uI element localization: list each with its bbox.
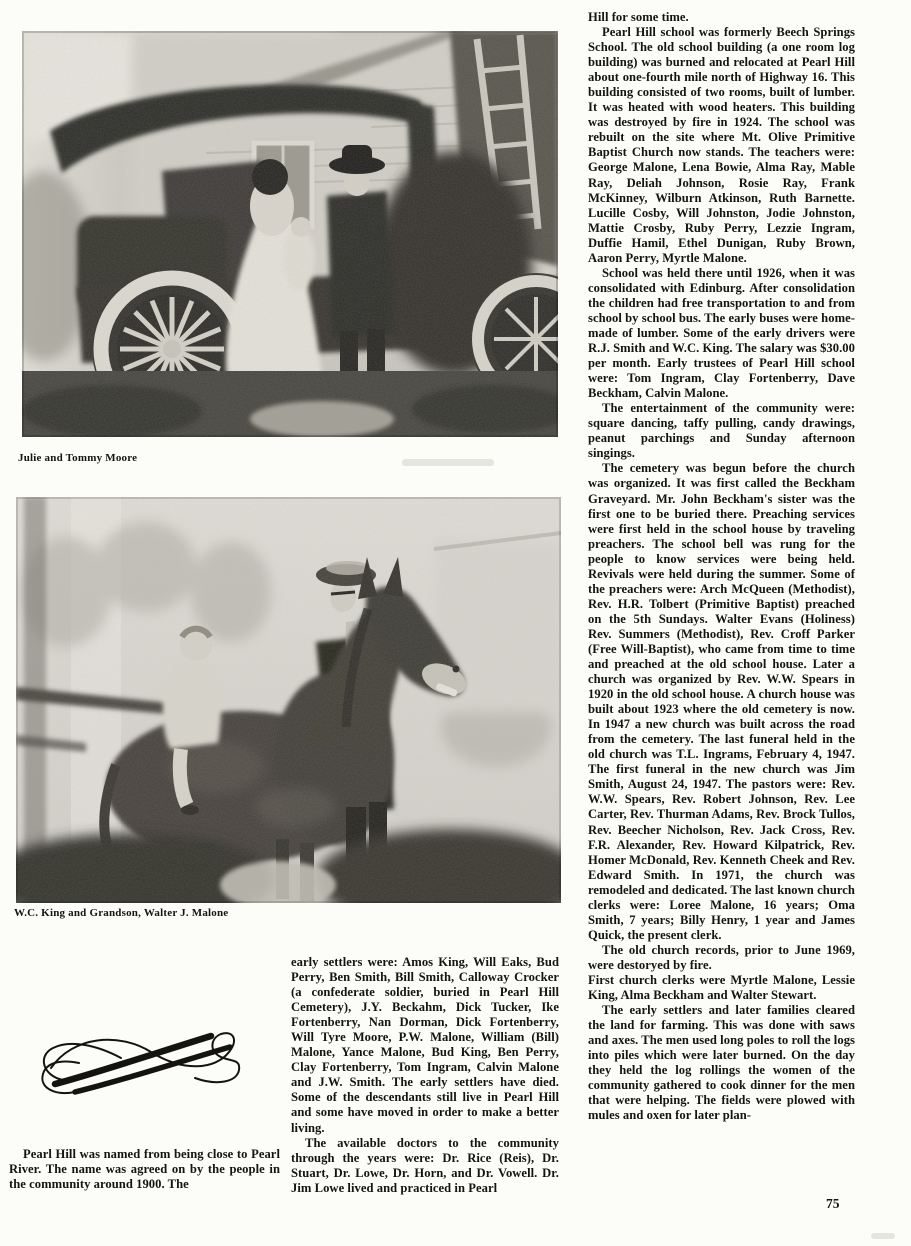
mule-illustration [16,497,561,903]
flourish-icon [33,1018,248,1110]
paragraph: School was held there until 1926, when it was consolidated with Edinburg. After consolidation the children had free transportation to and from school by school bus. The early buses were home-made of lumber. Some of the early drivers were R.J. Smith and W.C. King. The salary was $30.00 per month. Early trustees of Pearl Hill school were: Tom Ingram, Clay Fortenberry, Dave Beckham, Calvin Malone. [588,265,855,401]
text-column-right [588,10,855,1123]
paragraph: First church clerks were Myrtle Malone, Lessie King, Alma Beckham and Walter Stewart. [588,973,855,1003]
paragraph: Pearl Hill was named from being close to Pearl River. The name was agreed on by the people in the community around 1900. The [9,1147,280,1192]
scan-smudge [402,459,494,466]
scan-smudge [871,1233,895,1239]
paragraph: Hill for some time. [588,10,689,24]
paragraph: Pearl Hill school was formerly Beech Springs School. The old school building (a one room log building) was burned and relocated at Pearl Hill about one-fourth mile north of Highway 16. This building consisted of two rooms, built of lumber. It was heated with wood heaters. This building was destroyed by fire in 1924. The school was rebuilt on the site where Mt. Olive Primitive Baptist Church now stands. The teachers were: George Malone, Lena Bowie, Alma Ray, Mable Ray, Deliah Johnson, Rosie Ray, Frank McKinney, Wilburn Atkinson, Ruth Barnette. Lucille Cosby, Will Johnston, Jodie Johnston, Mattie Crosby, Ruby Perry, Lezzie Ingram, Duffie Hamil, Ethel Dunigan, Ruby Brown, Aaron Perry, Myrtle Malone. [588,25,855,265]
paragraph: The entertainment of the community were: square dancing, taffy pulling, candy drawings, peanut parchings and Sunday afternoon singings. [588,401,855,461]
automobile-illustration [22,31,558,437]
photo-julie-and-tommy-moore [22,31,558,437]
photo-caption-1: Julie and Tommy Moore [18,452,138,464]
paragraph: The cemetery was begun before the church was organized. It was first called the Beckham Graveyard. Mr. John Beckham's sister was the first one to be buried there. Preaching services were first held in the school house by traveling preachers. The school bell was rung for the people to know services were being held. Revivals were held during the summer. Some of the preachers were: Arch McQueen (Methodist), Rev. H.R. Tolbert (Primitive Baptist) preached on the 5th Sundays. Walter Evans (Holiness) Rev. Summers (Methodist), Rev. Croff Parker (Free Will-Baptist), who came from time to time and preached at the old school house. Later a church was organized by Rev. W.W. Spears in 1920 in the old school house. A church house was built about 1923 where the old cemetery is now. In 1947 a new church was built across the road from the cemetery. The last funeral held in the old church was T.L. Ingrams, February 4, 1947. The first funeral in the new church was Jim Smith, August 24, 1947. The pastors were: Rev. W.W. Spears, Rev. Robert Johnson, Rev. Lee Carter, Rev. Thurman Adams, Rev. Brock Tullos, Rev. Beecher Nicholson, Rev. Jack Cross, Rev. F.R. Alexander, Rev. Howard Kilpatrick, Rev. Homer McDonald, Rev. Kenneth Cheek and Rev. Edward Smith. In 1971, the church was remodeled and dedicated. The last known church clerks were: Loree Malone, 16 years; Oma Smith, 7 years; Billy Henry, 1 year and James Quick, the present clerk. [588,461,855,942]
paragraph: The old church records, prior to June 1969, were destoryed by fire. [588,942,855,972]
flourish-ornament [33,1018,248,1110]
photo-wc-king-and-grandson [16,497,561,903]
photo-caption-2: W.C. King and Grandson, Walter J. Malone [14,907,229,919]
paragraph: The early settlers and later families cleared the land for farming. This was done with saws and axes. The men used long poles to roll the logs into piles which were later burned. On the day they held the log rollings the women of the community gathered to cook dinner for the men that were helping. The fields were plowed with mules and oxen for later plan- [588,1003,855,1123]
paragraph: early settlers were: Amos King, Will Eaks, Bud Perry, Ben Smith, Bill Smith, Calloway Crocker (a confederate soldier, buried in Pearl Hill Cemetery), J.Y. Beckahm, Dick Tucker, Ike Fortenberry, Nan Dorman, Dick Fortenberry, Will Tyre Moore, P.W. Malone, William (Bill) Malone, Yance Malone, Bud King, Ben Perry, Clay Fortenberry, Tom Ingram, Calvin Malone and J.W. Smith. The early settlers have died. Some of the descendants still live in Pearl Hill and some have moved in order to make a better living. [291,955,559,1135]
text-column-left [9,1147,280,1192]
text-column-middle [291,955,559,1196]
page-number: 75 [826,1196,840,1211]
paragraph: The available doctors to the community through the years were: Dr. Rice (Reis), Dr. Stuart, Dr. Lowe, Dr. Horn, and Dr. Vowell. Dr. Jim Lowe lived and practiced in Pearl [291,1135,559,1195]
